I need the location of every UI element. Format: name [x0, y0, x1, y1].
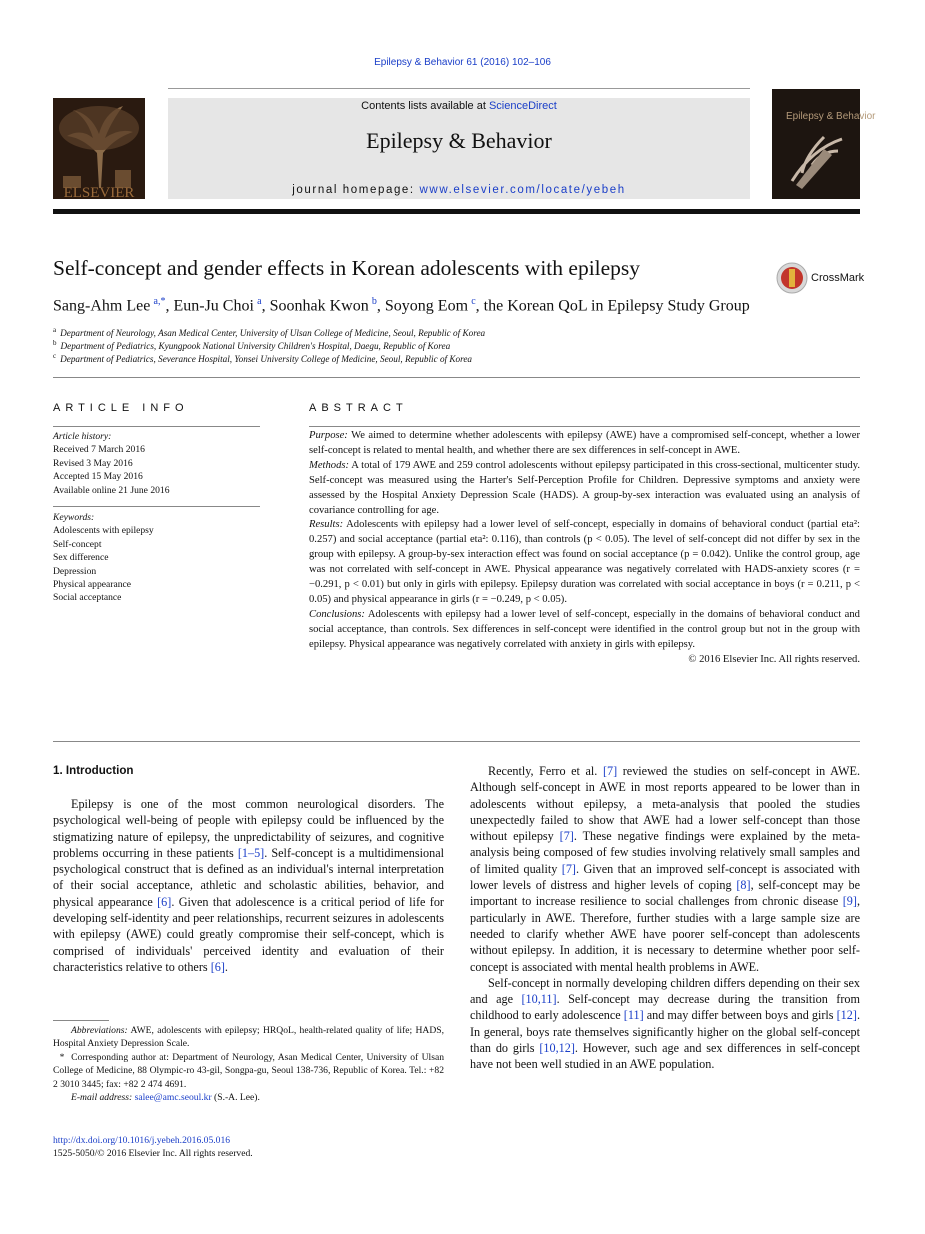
reference-link[interactable]: [9] — [842, 894, 857, 909]
abstract-body — [309, 429, 860, 668]
elsevier-logo — [53, 98, 145, 199]
keywords — [53, 511, 260, 605]
affiliation: $^b$ Department of Pediatrics, Kyungpook National University Children's Hospital, Daegu, Republic of Korea — [53, 339, 451, 352]
article-info-heading: ARTICLE INFO — [53, 402, 189, 414]
header-divider — [168, 88, 750, 89]
divider — [53, 741, 860, 742]
reference-link[interactable]: [6] — [157, 894, 172, 909]
doi-link[interactable]: http://dx.doi.org/10.1016/j.yebeh.2016.05.016 — [53, 1135, 231, 1146]
author-affiliation-mark[interactable]: a,* — [153, 296, 166, 307]
footnote-abbreviations: Abbreviations: AWE, adolescents with epilepsy; HRQoL, health-related quality of life; HADS, Hospital Anxiety Depression Scale. — [53, 1025, 445, 1050]
article-title: Self-concept and gender effects in Korean adolescents with epilepsy — [53, 256, 641, 280]
author-affiliation-mark[interactable]: c — [471, 296, 476, 307]
history-label: Article history: — [53, 431, 112, 442]
author-name: Soonhak Kwon — [269, 297, 369, 315]
sciencedirect-link[interactable]: ScienceDirect — [488, 100, 557, 112]
affiliation: $^a$ Department of Neurology, Asan Medical Center, University of Ulsan College of Medicine, Seoul, Republic of Korea — [53, 326, 486, 339]
journal-citation-link[interactable]: Epilepsy & Behavior 61 (2016) 102–106 — [374, 57, 551, 68]
footnote-email: E-mail address: salee@amc.seoul.kr (S.-A. Lee). — [71, 1092, 260, 1104]
crossmark-label: CrossMark — [811, 272, 865, 284]
keyword: Self-concept — [53, 538, 102, 550]
journal-homepage: journal homepage: www.elsevier.com/locate/yebeh — [292, 184, 626, 196]
footnote-corresponding: * Corresponding author at: Department of Neurology, Asan Medical Center, University of Ulsan College of Medicine, 88 Olympic-ro 43-gil, Songpa-gu, Seoul 138-736, Republic of Korea. Tel.: +82 2 3010 3445; fax: +82 2 474 4691. — [53, 1051, 444, 1090]
divider — [53, 426, 260, 427]
history-item: Available online 21 June 2016 — [53, 484, 170, 496]
doi-block — [53, 1134, 444, 1161]
divider — [53, 377, 860, 378]
reference-link[interactable]: [10,12] — [539, 1041, 575, 1056]
header-rule — [53, 209, 860, 214]
keyword: Adolescents with epilepsy — [53, 525, 154, 537]
journal-banner — [168, 98, 750, 199]
reference-link[interactable]: [1–5] — [237, 845, 265, 860]
author-list: Sang-Ahm Lee $^{a,*}$, Eun-Ju Choi $^a$, Soonhak Kwon $^b$, Soyong Eom $^c$, the Korean QoL in Epilepsy Study Group — [53, 296, 750, 315]
svg-text:ELSEVIER: ELSEVIER — [63, 185, 135, 201]
keyword: Social acceptance — [53, 592, 122, 604]
journal-cover-image — [772, 89, 876, 199]
divider — [53, 506, 260, 507]
issn-line: 1525-5050/© 2016 Elsevier Inc. All rights reserved. — [53, 1148, 253, 1160]
author-group: the Korean QoL in Epilepsy Study Group — [483, 297, 750, 315]
author-name: Soyong Eom — [384, 297, 469, 315]
reference-link[interactable]: [7] — [559, 829, 574, 844]
homepage-link[interactable]: www.elsevier.com/locate/yebeh — [419, 184, 626, 196]
reference-link[interactable]: [8] — [736, 878, 751, 893]
reference-link[interactable]: [12] — [836, 1008, 857, 1023]
footnote-divider — [53, 1020, 109, 1021]
keyword: Depression — [53, 565, 97, 577]
history-item: Received 7 March 2016 — [53, 444, 145, 456]
contents-line: Contents lists available at ScienceDirect — [361, 100, 557, 112]
divider — [309, 426, 860, 427]
affiliation: $^c$ Department of Pediatrics, Severance Hospital, Yonsei University College of Medicine, Seoul, Republic of Korea — [53, 352, 473, 365]
email-link[interactable]: salee@amc.seoul.kr — [134, 1092, 212, 1104]
intro-paragraph: Epilepsy is one of the most common neurological disorders. The psychological well-being of people with epilepsy could be influenced by the stigmatizing nature of epilepsy, the unpredictability of seizures, and cognitive problems occurring in these patients [1–5]. Self-concept is a multidimensional psychological construct that is defined as an individual's internal interpretation of their social acceptance, athletic and scholastic abilities, behavior, and physical appearance [6]. Given that adolescence is a critical period of life for developing self-identity and peer relationships, recurrent seizures in adolescents with epilepsy (AWE) could greatly compromise their self-concept, which is comprised of individuals' perceived identity and evaluation of their characteristics relative to others [6]. — [53, 797, 445, 974]
abstract-conclusions: Conclusions: Adolescents with epilepsy had a lower level of self-concept, especially in the domains of behavioral conduct and social acceptance, than controls. Sex differences in self-concept were identified in the control group but not in the group with epilepsy. Physical appearance was negatively correlated with anxiety in girls with epilepsy. — [309, 608, 860, 650]
keyword: Physical appearance — [53, 579, 132, 591]
intro-paragraph: Recently, Ferro et al. [7] reviewed the studies on self-concept in AWE. Although self-concept in AWE in most reports appeared to be lower than in adolescents without epilepsy, a meta-analysis that pooled the studies unexpectedly failed to show that AWE had a lower self-concept than those without epilepsy [7]. These negative findings were explained by the meta-analysis being composed of few studies involving relatively small samples and of limited quality [7]. Given that an improved self-concept is associated with lower levels of distress and higher levels of coping [8], self-concept may be important to increase resilience to social challenges from chronic disease [9], particularly in AWE. Therefore, further studies with a large sample size are needed to clarify whether AWE have poorer self-concept than adolescents without epilepsy. In addition, it is necessary to determine whether poor self-concept is associated with mental health problems in AWE. — [470, 764, 861, 974]
article-history — [53, 430, 260, 497]
abstract-methods: Methods: A total of 179 AWE and 259 control adolescents without epilepsy participated in this cross-sectional, multicenter study. Self-concept was measured using the Harter's Self-Perception Profile for Children. Depressive symptoms and anxiety were assessed by the Hospital Anxiety Depression Scale (HADS). A group-by-sex interaction was evaluated using an analysis of covariance controlling for age. — [309, 459, 860, 516]
reference-link[interactable]: [7] — [561, 861, 576, 876]
journal-title: Epilepsy & Behavior — [366, 128, 552, 153]
keywords-label: Keywords: — [53, 512, 95, 523]
intro-right-column — [470, 763, 860, 1073]
abstract-copyright: © 2016 Elsevier Inc. All rights reserved. — [688, 653, 860, 665]
keyword: Sex difference — [53, 552, 109, 564]
author-affiliation-mark[interactable]: a — [257, 296, 262, 307]
author-affiliation-mark[interactable]: b — [371, 296, 377, 307]
abstract-heading: ABSTRACT — [309, 402, 408, 414]
reference-link[interactable]: [11] — [623, 1008, 644, 1023]
abstract-results: Results: Adolescents with epilepsy had a lower level of self-concept, especially in domains of behavioral conduct (partial eta²: 0.257) and social acceptance (partial eta²: 0.116), than controls (p < 0.05). The level of self-concept did not differ by sex in the group with epilepsy. A group-by-sex interaction effect was found on social acceptance (p = 0.042). Unlike the control group, age was not correlated with self-concept in AWE. Physical appearance was negatively correlated with HADS-anxiety scores (r = −0.291, p < 0.01) but only in girls with epilepsy. Epilepsy duration was correlated with social acceptance in boys (r = 0.211, p < 0.05) and physical appearance in girls (r = −0.249, p < 0.05). — [309, 519, 860, 605]
svg-text:Epilepsy & Behavior: Epilepsy & Behavior — [786, 111, 876, 122]
section-heading: 1. Introduction — [53, 764, 134, 777]
reference-link[interactable]: [10,11] — [521, 992, 557, 1007]
abstract-purpose: Purpose: We aimed to determine whether adolescents with epilepsy (AWE) have a compromised self-concept, whether a lower self-concept is related to mental health, and whether there are sex differences in self-concept in AWE. — [309, 430, 860, 456]
history-item: Accepted 15 May 2016 — [53, 471, 143, 483]
author-name: Sang-Ahm Lee — [53, 297, 151, 315]
reference-link[interactable]: [7] — [602, 764, 618, 778]
history-item: Revised 3 May 2016 — [53, 457, 133, 469]
intro-paragraph: Self-concept in normally developing children differs depending on their sex and age [10,11]. Self-concept may decrease during the transition from childhood to early adolescence [11] and may differ between boys and girls [12]. In general, boys rate themselves significantly higher on the global self-concept than do girls [10,12]. However, such age and sex differences in self-concept have not been well studied in an AWE population. — [470, 975, 861, 1072]
crossmark-icon[interactable] — [776, 262, 808, 299]
author-name: Eun-Ju Choi — [173, 297, 254, 315]
reference-link[interactable]: [6] — [210, 959, 225, 974]
footnotes — [53, 1024, 444, 1104]
